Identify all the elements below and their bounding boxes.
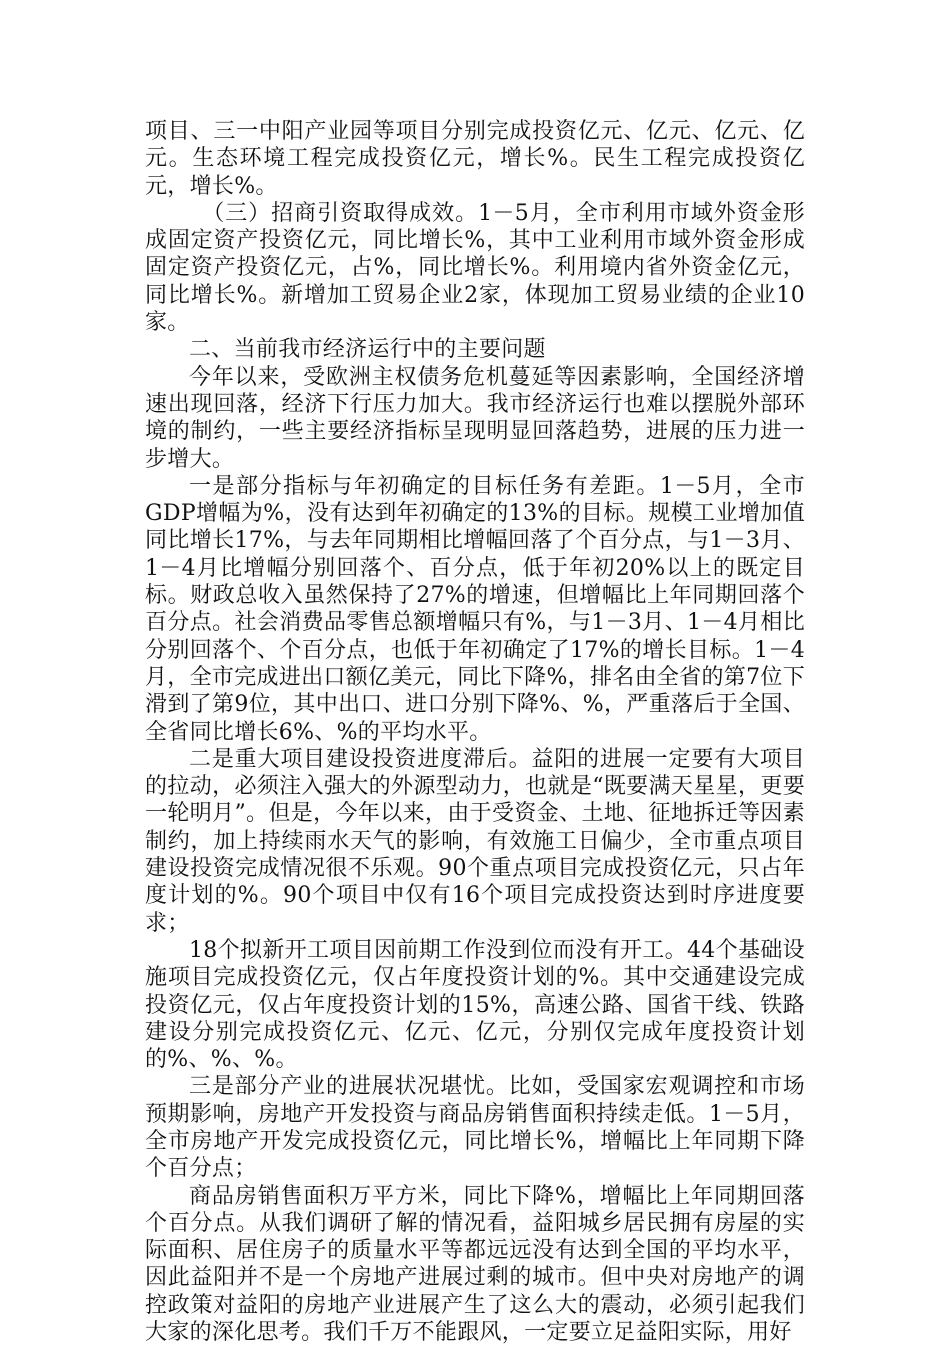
paragraph-industry-status: 三是部分产业的进展状况堪忧。比如，受国家宏观调控和市场预期影响，房地产开发投资与商品房销售面积持续走低。1－5月，全市房地产开发完成投资亿元，同比增长%，增幅比上年同期下降个百分点； bbox=[145, 1074, 805, 1182]
paragraph-new-projects: 18个拟新开工项目因前期工作没到位而没有开工。44个基础设施项目完成投资亿元，仅占年度投资计划的%。其中交通建设完成投资亿元，仅占年度投资计划的15%，高速公路、国省干线、铁路建设分别完成投资亿元、亿元、亿元，分别仅完成年度投资计划的%、%、%。 bbox=[145, 937, 805, 1073]
paragraph-investment-attraction: （三）招商引资取得成效。1－5月，全市利用市域外资金形成固定资产投资亿元，同比增长%，其中工业利用市域外资金形成固定资产投资亿元，占%，同比增长%。利用境内省外资金亿元，同比增长%。新增加工贸易企业2家，体现加工贸易业绩的企业10家。 bbox=[145, 200, 805, 336]
paragraph-economic-background: 今年以来，受欧洲主权债务危机蔓延等因素影响，全国经济增速出现回落，经济下行压力加大。我市经济运行也难以摆脱外部环境的制约，一些主要经济指标呈现明显回落趋势，进展的压力进一步增大。 bbox=[145, 364, 805, 472]
paragraph-major-projects: 二是重大项目建设投资进度滞后。益阳的进展一定要有大项目的拉动，必须注入强大的外源型动力，也就是“既要满天星星，更要一轮明月”。但是，今年以来，由于受资金、土地、征地拆迁等因素制约，加上持续雨水天气的影响，有效施工日偏少，全市重点项目建设投资完成情况很不乐观。90个重点项目完成投资亿元，只占年度计划的%。90个项目中仅有16个项目完成投资达到时序进度要求； bbox=[145, 746, 805, 936]
paragraph-housing-sales: 商品房销售面积万平方米，同比下降%，增幅比上年同期回落个百分点。从我们调研了解的情况看，益阳城乡居民拥有房屋的实际面积、居住房子的质量水平等都远远没有达到全国的平均水平，因此益阳并不是一个房地产进展过剩的城市。但中央对房地产的调控政策对益阳的房地产业进展产生了这么大的震动，必须引起我们大家的深化思考。我们千万不能跟风，一定要立足益阳实际，用好 bbox=[145, 1183, 805, 1346]
paragraph-indicator-gap: 一是部分指标与年初确定的目标任务有差距。1－5月，全市GDP增幅为%，没有达到年初确定的13%的目标。规模工业增加值同比增长17%，与去年同期相比增幅回落了个百分点，与1－3月、1－4月比增幅分别回落个、百分点，低于年初20%以上的既定目标。财政总收入虽然保持了27%的增速，但增幅比上年同期回落个百分点。社会消费品零售总额增幅只有%，与1－3月、1－4月相比分别回落个、个百分点，也低于年初确定了17%的增长目标。1－4月，全市完成进出口额亿美元，同比下降%，排名由全省的第7位下滑到了第9位，其中出口、进口分别下降%、%，严重落后于全国、全省同比增长6%、%的平均水平。 bbox=[145, 473, 805, 745]
paragraph-investment-continued: 项目、三一中阳产业园等项目分别完成投资亿元、亿元、亿元、亿元。生态环境工程完成投资亿元，增长%。民生工程完成投资亿元，增长%。 bbox=[145, 119, 805, 199]
section-heading-main-problems: 二、当前我市经济运行中的主要问题 bbox=[189, 337, 546, 363]
document-page bbox=[145, 118, 805, 1346]
